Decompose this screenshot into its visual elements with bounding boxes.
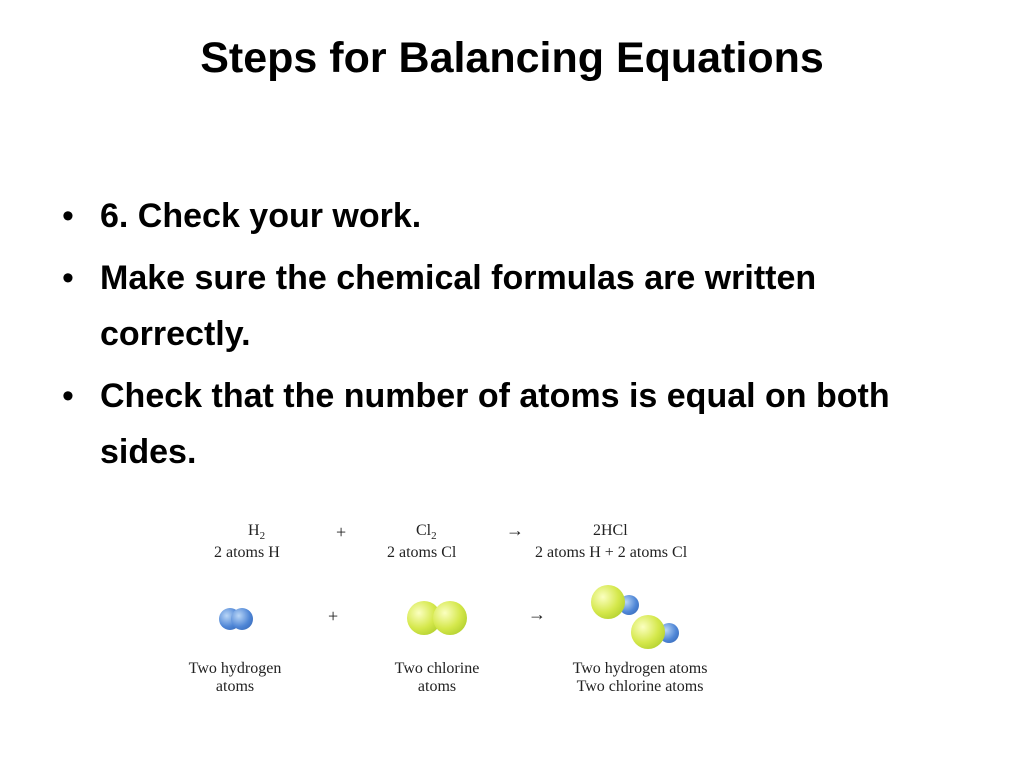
caption-hcl: Two hydrogen atoms Two chlorine atoms: [572, 660, 708, 695]
caption-chlorine: Two chlorine atoms: [394, 660, 480, 695]
bullet-dot-icon: •: [62, 377, 74, 415]
caption-hydrogen: Two hydrogen atoms: [188, 660, 282, 695]
bullet-item: [62, 368, 962, 480]
bullet-text: Make sure the chemical formulas are written correctly.: [100, 259, 817, 353]
reactant2-atom-count: 2 atoms Cl: [387, 544, 457, 561]
reaction-figure: [178, 520, 738, 710]
bullet-dot-icon: •: [62, 197, 74, 235]
arrow-top: →: [506, 520, 524, 540]
bullet-dot-icon: •: [62, 259, 74, 297]
plus-sign-top: +: [336, 522, 347, 542]
bullet-text: 6. Check your work.: [100, 197, 422, 235]
product-formula: 2HCl: [593, 522, 628, 539]
bullet-list: [62, 188, 962, 486]
slide-title: Steps for Balancing Equations: [200, 34, 824, 82]
reactant1-formula: $H_2$: [248, 522, 266, 542]
product-atom-count: 2 atoms H + 2 atoms Cl: [535, 544, 688, 561]
bullet-text: Check that the number of atoms is equal on both sides.: [100, 377, 890, 471]
reactant1-atom-count: 2 atoms H: [214, 544, 280, 561]
bullet-item: [62, 188, 962, 244]
reactant2-formula: $Cl_2$: [416, 522, 437, 542]
arrow-bottom: →: [528, 604, 546, 624]
bullet-item: [62, 250, 962, 362]
plus-sign-bottom: +: [328, 606, 339, 626]
